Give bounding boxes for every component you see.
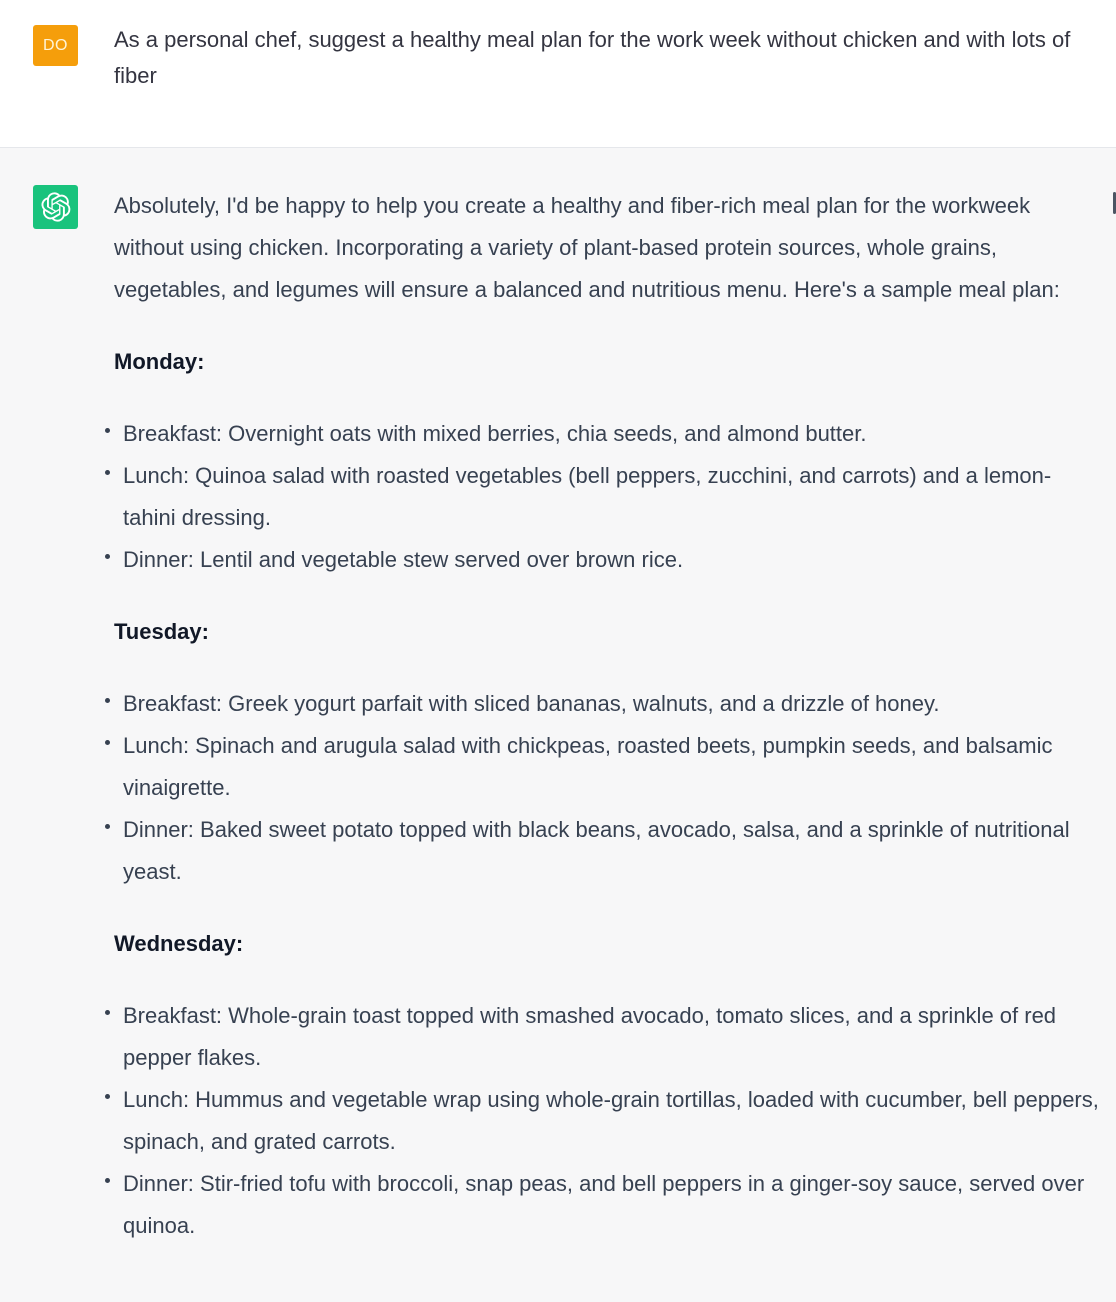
list-item: Breakfast: Whole-grain toast topped with smashed avocado, tomato slices, and a sprinkle of red pepper flakes. <box>114 995 1099 1079</box>
assistant-message-row <box>0 148 1116 1302</box>
list-item: Lunch: Hummus and vegetable wrap using whole-grain tortillas, loaded with cucumber, bell peppers, spinach, and grated carrots. <box>114 1079 1099 1163</box>
day-heading-monday: Monday: <box>114 349 205 374</box>
list-item: Dinner: Lentil and vegetable stew served over brown rice. <box>114 539 1099 581</box>
user-avatar <box>33 25 78 66</box>
list-item: Breakfast: Greek yogurt parfait with sliced bananas, walnuts, and a drizzle of honey. <box>114 683 1099 725</box>
meal-list-tuesday <box>114 683 1099 893</box>
assistant-avatar <box>33 185 78 229</box>
list-item: Dinner: Stir-fried tofu with broccoli, snap peas, and bell peppers in a ginger-soy sauce, served over quinoa. <box>114 1163 1099 1247</box>
user-message-row <box>0 0 1116 148</box>
assistant-intro: Absolutely, I'd be happy to help you create a healthy and fiber-rich meal plan for the workweek without using chicken. Incorporating a variety of plant-based protein sources, whole grains, vegetables, and legumes will ensure a balanced and nutritious menu. Here's a sample meal plan: <box>114 193 1060 302</box>
list-item: Breakfast: Overnight oats with mixed berries, chia seeds, and almond butter. <box>114 413 1099 455</box>
meal-list-wednesday <box>114 995 1099 1247</box>
day-heading-wednesday: Wednesday: <box>114 931 244 956</box>
openai-logo-icon <box>41 192 71 222</box>
list-item: Lunch: Quinoa salad with roasted vegetables (bell peppers, zucchini, and carrots) and a lemon-tahini dressing. <box>114 455 1099 539</box>
user-avatar-initials: DO <box>43 36 68 54</box>
list-item: Lunch: Spinach and arugula salad with chickpeas, roasted beets, pumpkin seeds, and balsamic vinaigrette. <box>114 725 1099 809</box>
assistant-message-content <box>114 185 1099 1277</box>
day-heading-tuesday: Tuesday: <box>114 619 209 644</box>
list-item: Dinner: Baked sweet potato topped with black beans, avocado, salsa, and a sprinkle of nutritional yeast. <box>114 809 1099 893</box>
user-message-text: As a personal chef, suggest a healthy meal plan for the work week without chicken and with lots of fiber <box>114 27 1071 88</box>
meal-list-monday <box>114 413 1099 581</box>
